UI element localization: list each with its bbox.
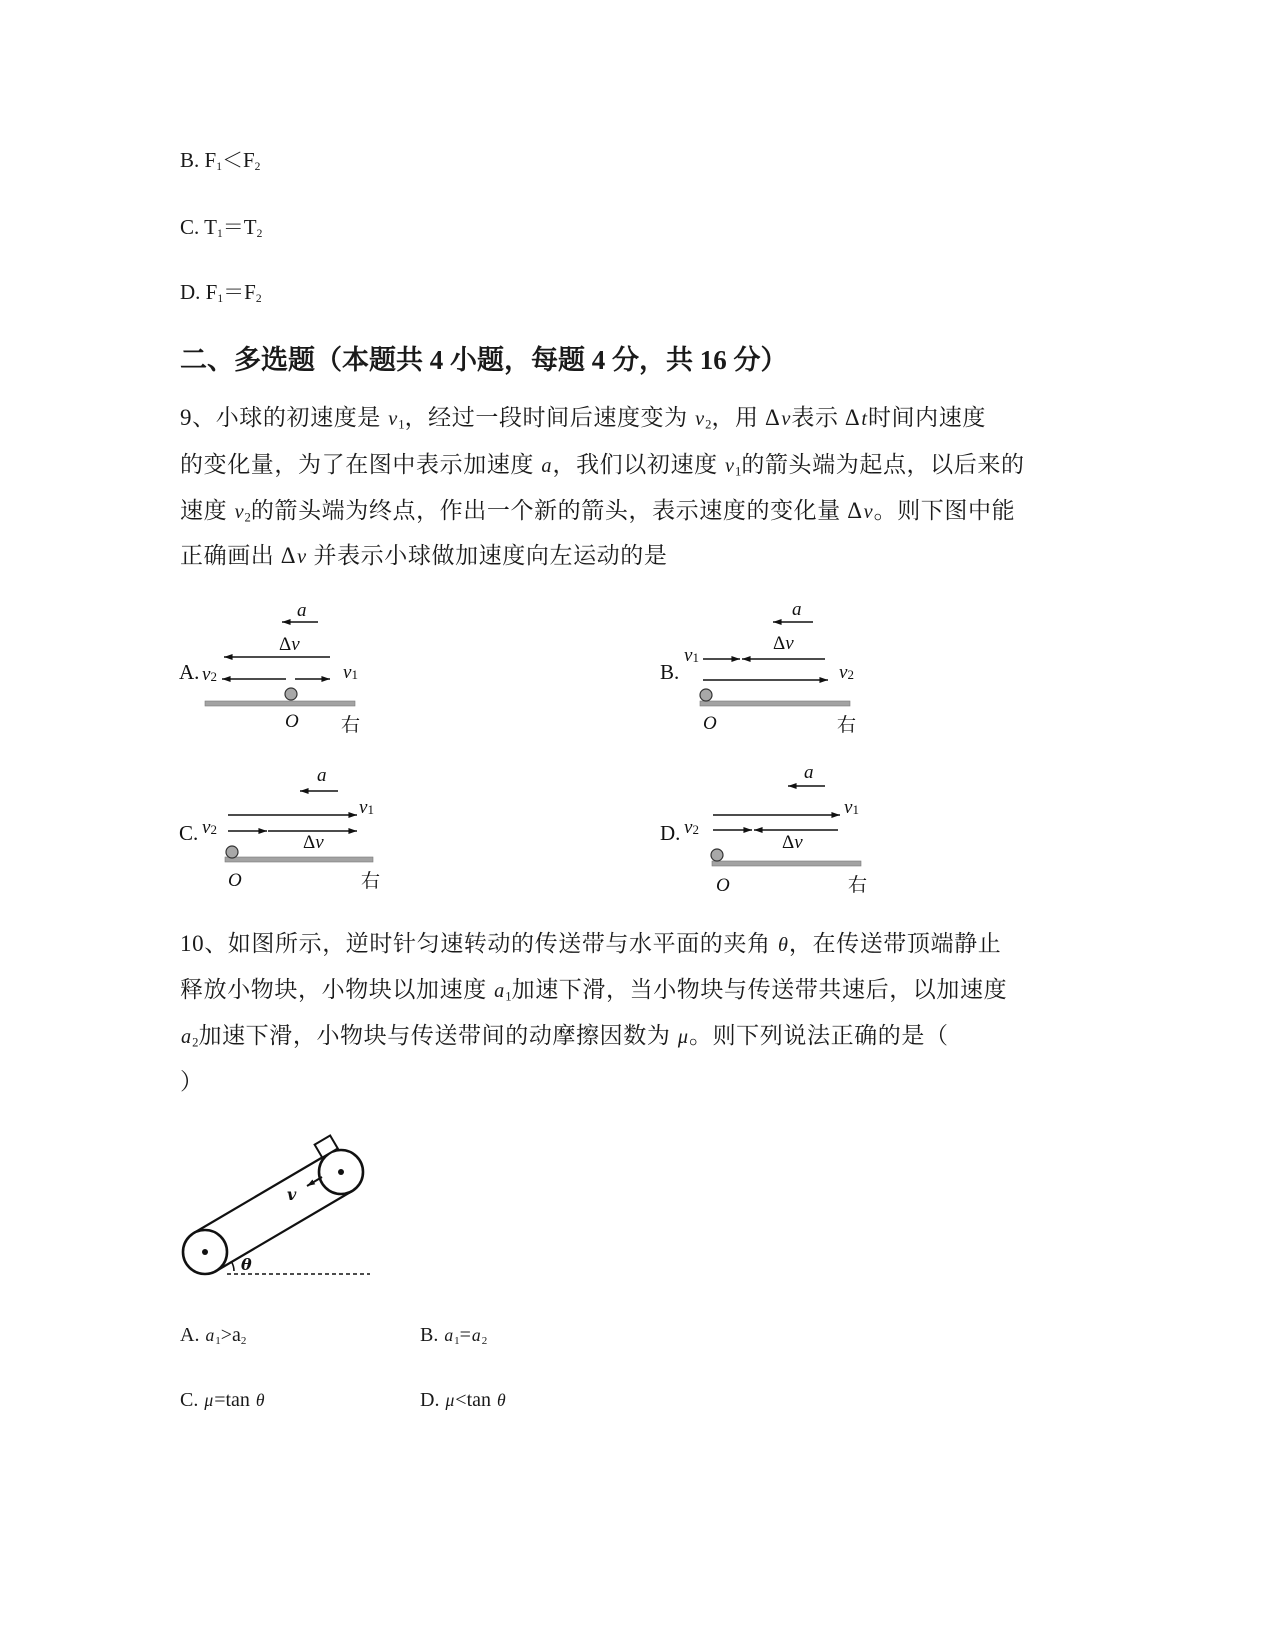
- delta-v-label: [773, 633, 794, 654]
- stem-text: 并表示小球做加速度向左运动的是: [307, 543, 668, 568]
- ground-surface: [712, 861, 861, 866]
- variable: v: [388, 408, 398, 430]
- subscript: 2: [705, 417, 712, 432]
- acceleration-label: a: [317, 765, 327, 786]
- q10-stem-line: [180, 1020, 949, 1059]
- option-text: B. F: [180, 148, 217, 172]
- conveyor-belt-figure: [0, 1120, 400, 1300]
- variable: μ: [204, 1390, 214, 1410]
- subscript: 1: [215, 1335, 221, 1348]
- variable: t: [861, 408, 867, 430]
- q9-figure-d: [660, 762, 867, 896]
- acceleration-label: a: [804, 762, 814, 783]
- v-symbol: v: [202, 664, 211, 685]
- stem-text: 加速下滑，小物块与传送带间的动摩擦因数为: [198, 1023, 677, 1048]
- q10-option-d: [420, 1387, 507, 1413]
- right-direction-label: 右: [837, 715, 857, 736]
- v-symbol: v: [794, 832, 803, 853]
- q9-figure-c: [179, 765, 380, 892]
- subscript: 1: [351, 667, 358, 682]
- option-text: D.: [420, 1389, 445, 1411]
- q9-figure-b: [660, 599, 856, 736]
- variable: a: [444, 1325, 454, 1345]
- right-direction-label: 右: [341, 715, 361, 736]
- subscript: 2: [240, 1335, 247, 1348]
- section-heading: 二、多选题（本题共 4 小题，每题 4 分，共 16 分）: [180, 345, 788, 375]
- option-text: =: [459, 1324, 471, 1346]
- delta-v-label: [279, 634, 300, 655]
- v2-label: [202, 664, 217, 685]
- q8-option-d: [180, 279, 262, 312]
- v-symbol: v: [844, 797, 853, 818]
- subscript: 2: [481, 1335, 488, 1348]
- q9-figure-a: [179, 600, 360, 736]
- subscript: 2: [847, 667, 854, 682]
- upper-pulley-axle: [338, 1169, 344, 1175]
- stem-text: 9、小球的初速度是: [180, 405, 388, 430]
- variable: a: [181, 1026, 192, 1048]
- delta-symbol: Δ: [303, 832, 316, 853]
- variable: μ: [445, 1390, 455, 1410]
- variable: a: [541, 455, 552, 477]
- variable: v: [695, 408, 705, 430]
- stem-text: ，在传送带顶端静止: [788, 931, 1002, 956]
- block-body: [315, 1136, 338, 1158]
- subscript: 1: [852, 802, 859, 817]
- q8-option-b: [180, 147, 260, 180]
- figure-option-label: A.: [179, 660, 200, 684]
- stem-text: 时间内速度: [867, 405, 986, 430]
- v2-label: [684, 817, 699, 838]
- acceleration-label: a: [297, 600, 307, 621]
- stem-text: 正确画出 Δ: [180, 543, 297, 568]
- option-text: <tan: [455, 1389, 497, 1411]
- subscript: 1: [735, 464, 742, 479]
- stem-text: 10、如图所示，逆时针匀速转动的传送带与水平面的夹角: [180, 931, 777, 956]
- q10-option-c: [180, 1387, 266, 1413]
- subscript: 1: [454, 1335, 460, 1348]
- v-symbol: v: [684, 817, 693, 838]
- right-direction-label: 右: [361, 871, 381, 892]
- ball: [700, 689, 712, 701]
- v1-label: [844, 797, 859, 818]
- q8-option-c: [180, 214, 262, 247]
- v-symbol: v: [315, 832, 324, 853]
- origin-label: O: [703, 713, 717, 734]
- variable: v: [863, 501, 873, 523]
- v1-label: [684, 645, 699, 666]
- variable: μ: [677, 1026, 688, 1048]
- option-text: A.: [180, 1324, 205, 1346]
- subscript: 2: [192, 1035, 199, 1050]
- subscript: 2: [256, 228, 263, 241]
- belt-bottom-edge: [216, 1191, 352, 1271]
- subscript: 1: [216, 228, 223, 241]
- v2-label: [839, 662, 854, 683]
- variable: a: [205, 1325, 215, 1345]
- variable: v: [725, 455, 735, 477]
- q9-figures: [0, 590, 1275, 900]
- v-symbol: v: [359, 797, 368, 818]
- option-text: D. F: [180, 280, 218, 304]
- subscript: 2: [254, 161, 261, 174]
- subscript: 2: [244, 510, 251, 525]
- lower-pulley-axle: [202, 1249, 208, 1255]
- origin-label: O: [716, 875, 730, 896]
- option-text: =tan: [214, 1389, 255, 1411]
- stem-text: 表示 Δ: [791, 405, 861, 430]
- ground-surface: [205, 701, 355, 706]
- q10-stem-line: [180, 1066, 204, 1098]
- figure-option-label: C.: [179, 821, 199, 845]
- stem-text: 。则下图中能: [873, 498, 1016, 523]
- v-symbol: v: [839, 662, 848, 683]
- option-text: B.: [420, 1324, 444, 1346]
- stem-text: ，用 Δ: [711, 405, 781, 430]
- acceleration-label: a: [792, 599, 802, 620]
- option-text: >a: [220, 1324, 241, 1346]
- v-symbol: v: [785, 633, 794, 654]
- v-symbol: v: [291, 634, 300, 655]
- stem-text: 加速下滑，当小物块与传送带共速后，以加速度: [511, 977, 1008, 1002]
- delta-symbol: Δ: [782, 832, 795, 853]
- variable: a: [471, 1325, 481, 1345]
- ball: [711, 849, 723, 861]
- delta-symbol: Δ: [773, 633, 786, 654]
- stem-text: ）: [180, 1069, 204, 1094]
- stem-text: 的箭头端为起点，以后来的: [741, 452, 1025, 477]
- q10-stem-line: [180, 974, 1007, 1013]
- variable: v: [234, 501, 244, 523]
- ball: [285, 688, 297, 700]
- variable: θ: [255, 1390, 265, 1410]
- figure-option-label: B.: [660, 660, 680, 684]
- subscript: 1: [692, 650, 699, 665]
- belt-top-edge: [194, 1153, 330, 1233]
- ground-surface: [225, 857, 373, 862]
- belt-velocity-label: v: [287, 1185, 297, 1204]
- q9-stem-line: [180, 540, 667, 573]
- stem-text: ，经过一段时间后速度变为: [404, 405, 695, 430]
- option-text: ＝F: [223, 280, 256, 304]
- stem-text: 释放小物块，小物块以加速度: [180, 977, 494, 1002]
- option-text: ＜F: [221, 148, 255, 172]
- option-text: C. T: [180, 215, 217, 239]
- subscript: 1: [216, 161, 222, 174]
- angle-label: θ: [241, 1255, 252, 1274]
- v2-label: [202, 817, 217, 838]
- variable: a: [494, 980, 505, 1002]
- variable: θ: [497, 1390, 506, 1410]
- v-symbol: v: [684, 645, 693, 666]
- right-direction-label: 右: [848, 875, 868, 896]
- ball: [226, 846, 238, 858]
- subscript: 1: [398, 417, 405, 432]
- angle-arc: [232, 1262, 235, 1271]
- figure-option-label: D.: [660, 821, 681, 845]
- variable: θ: [777, 934, 788, 956]
- variable: v: [297, 546, 307, 568]
- ground-surface: [700, 701, 850, 706]
- option-text: C.: [180, 1389, 204, 1411]
- subscript: 1: [217, 293, 224, 306]
- stem-text: 。则下列说法正确的是（: [688, 1023, 949, 1048]
- q9-stem-line: [180, 402, 986, 441]
- small-block: [315, 1136, 338, 1158]
- origin-label: O: [228, 870, 242, 891]
- stem-text: ，我们以初速度: [552, 452, 725, 477]
- q10-stem-line: [180, 928, 1001, 961]
- q9-stem-line: [180, 495, 1015, 534]
- v1-label: [359, 797, 374, 818]
- v-symbol: v: [202, 817, 211, 838]
- v-symbol: v: [343, 662, 352, 683]
- variable: v: [781, 408, 791, 430]
- origin-label: O: [285, 711, 299, 732]
- stem-text: 的变化量，为了在图中表示加速度: [180, 452, 541, 477]
- stem-text: 的箭头端为终点，作出一个新的箭头，表示速度的变化量 Δ: [250, 498, 863, 523]
- delta-v-label: [303, 832, 324, 853]
- subscript: 2: [255, 293, 262, 306]
- stem-text: 速度: [180, 498, 234, 523]
- q10-option-b: [420, 1322, 487, 1354]
- subscript: 2: [210, 669, 217, 684]
- delta-v-label: [782, 832, 803, 853]
- subscript: 1: [367, 802, 374, 817]
- subscript: 2: [210, 822, 217, 837]
- q10-option-a: [180, 1322, 246, 1354]
- option-text: ＝T: [222, 215, 257, 239]
- subscript: 1: [505, 989, 512, 1004]
- q9-stem-line: [180, 449, 1025, 488]
- delta-symbol: Δ: [279, 634, 292, 655]
- subscript: 2: [692, 822, 699, 837]
- v1-label: [343, 662, 358, 683]
